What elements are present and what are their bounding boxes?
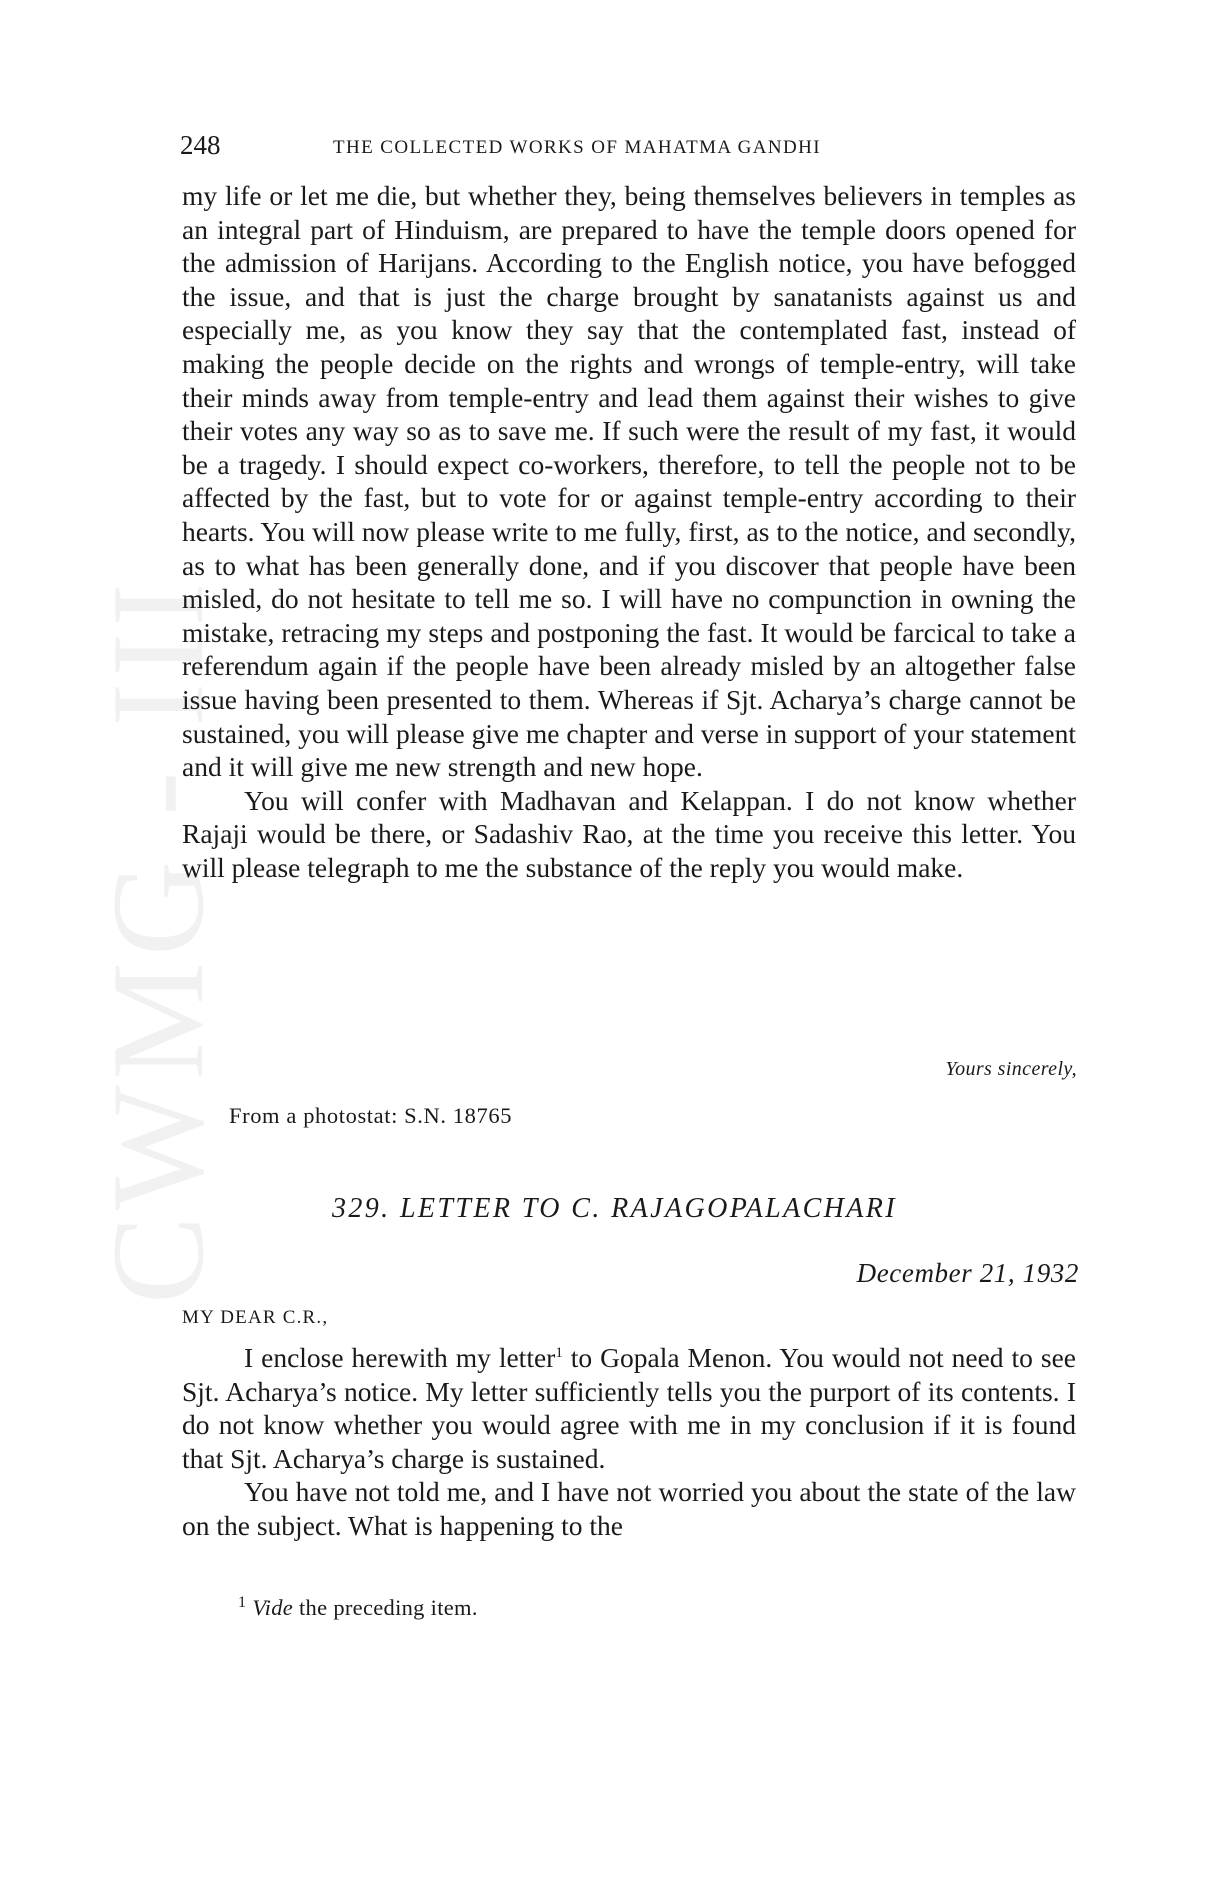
letter-date: December 21, 1932 xyxy=(856,1258,1079,1288)
source-note: From a photostat: S.N. 18765 xyxy=(229,1103,513,1128)
running-head xyxy=(180,130,1080,166)
footnote-italic: Vide xyxy=(252,1595,294,1620)
continued-paragraph-2: You will confer with Madhavan and Kelappan. I do not know whether Rajaji would be there, or Sadashiv Rao, at the time you receive this letter. You will please telegraph to me the substance of the reply you would make. xyxy=(182,784,1076,883)
page-number: 248 xyxy=(180,130,221,160)
item-heading: 329. LETTER TO C. RAJAGOPALACHARI xyxy=(331,1193,898,1224)
footnote-reference: 1 xyxy=(555,1345,563,1361)
footnote-text: the preceding item. xyxy=(293,1595,478,1620)
letter-body xyxy=(182,1341,1076,1543)
letter-continued-body xyxy=(182,179,1076,884)
footnote-marker: 1 xyxy=(238,1594,247,1611)
paragraph-text-continued: to Gopala Menon. You would not need to see Sjt. Acharya’s notice. My letter sufficiently tells you the purport of its contents. I do not know whether you would agree with me in my conclusion if it is found that Sjt. Acharya’s charge is sustained. xyxy=(182,1342,1076,1474)
letter-paragraph-2: You have not told me, and I have not worried you about the state of the law on the subject. What is happening to the xyxy=(182,1476,1076,1541)
cwmg-watermark: CWMG - III xyxy=(84,576,231,1304)
footnote xyxy=(238,1595,478,1621)
continued-paragraph: my life or let me die, but whether they, being themselves believers in temples as an integral part of Hinduism, are prepared to have the temple doors opened for the admission of Harijans. According to the English notice, you have befogged the issue, and that is just the charge brought by sanatanists against us and especially me, as you know they say that the contemplated fast, instead of making the people decide on the rights and wrongs of temple-entry, will take their minds away from temple-entry and lead them against their wishes to give their votes any way so as to save me. If such were the result of my fast, it would be a tragedy. I should expect co-workers, therefore, to tell the people not to be affected by the fast, but to vote for or against temple-entry according to their hearts. You will now please write to me fully, first, as to the notice, and secondly, as to what has been generally done, and if you discover that people have been misled, do not hesitate to tell me so. I will have no compunction in owning the mistake, retracing my steps and postponing the fast. It would be farcical to take a referendum again if the people have been already misled by an altogether false issue having been presented to them. Whereas if Sjt. Acharya’s charge cannot be sustained, you will please give me chapter and verse in support of your statement and it will give me new strength and new hope. xyxy=(182,180,1076,783)
paragraph-text: I enclose herewith my letter xyxy=(244,1342,556,1373)
letter-closing: Yours sincerely, xyxy=(945,1058,1077,1080)
running-title: THE COLLECTED WORKS OF MAHATMA GANDHI xyxy=(333,137,821,158)
letter-paragraph-1 xyxy=(182,1341,1076,1475)
salutation: MY DEAR C.R., xyxy=(182,1307,329,1328)
